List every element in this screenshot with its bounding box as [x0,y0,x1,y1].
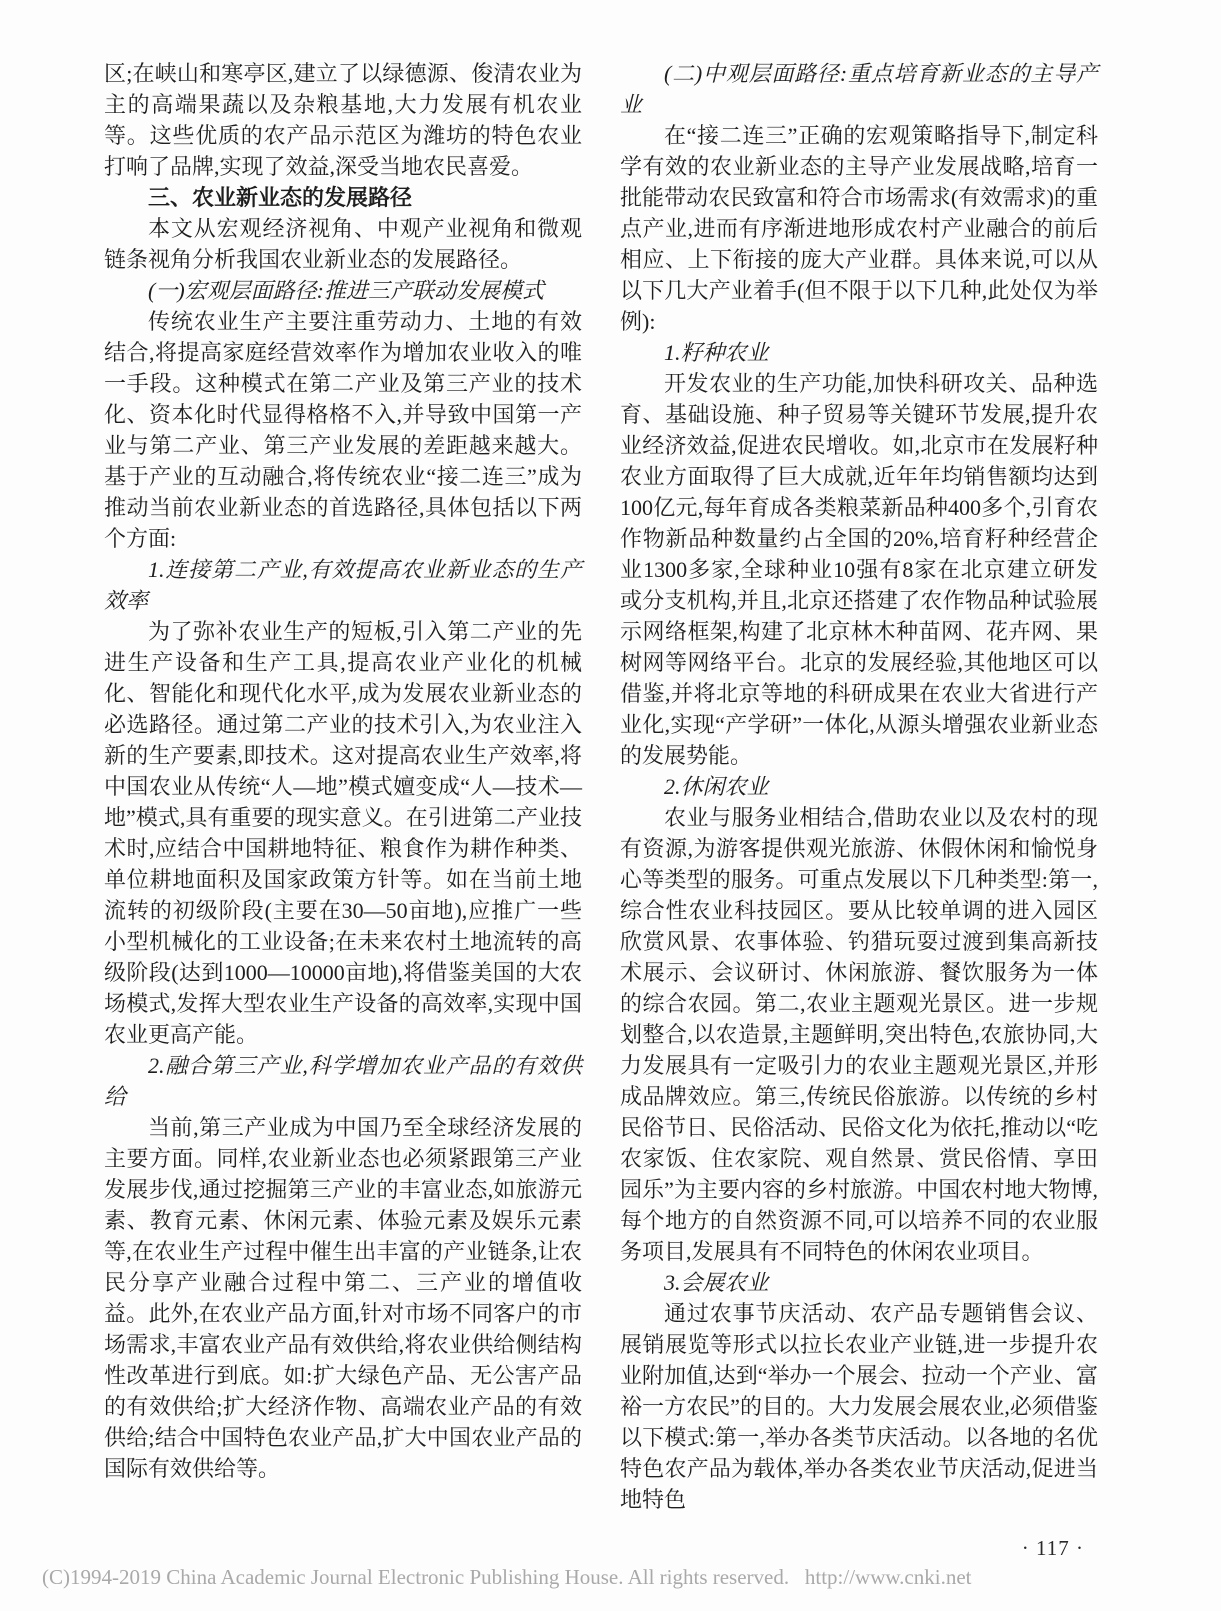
subsection-heading: 2.休闲农业 [664,774,769,799]
left-column [104,58,582,1564]
paragraph: 为了弥补农业生产的短板,引入第二产业的先进生产设备和生产工具,提高农业产业化的机械化、智能化和现代化水平,成为发展农业新业态的必选路径。通过第二产业的技术引入,为农业注入新的生产要素,即技术。这对提高农业生产效率,将中国农业从传统“人—地”模式嬗变成“人—技术—地”模式,具有重要的现实意义。在引进第二产业技术时,应结合中国耕地特征、粮食作为耕作种类、单位耕地面积及国家政策方针等。如在当前土地流转的初级阶段(主要在30—50亩地),应推广一些小型机械化的工业设备;在未来农村土地流转的高级阶段(达到1000—10000亩地),将借鉴美国的大农场模式,发挥大型农业生产设备的高效率,实现中国农业更高产能。 [104,619,582,1047]
subsection-heading: (一)宏观层面路径:推进三产联动发展模式 [148,278,544,303]
section-heading: 三、农业新业态的发展路径 [148,185,413,210]
paragraph: 在“接二连三”正确的宏观策略指导下,制定科学有效的农业新业态的主导产业发展战略,培育一批能带动农民致富和符合市场需求(有效需求)的重点产业,进而有序渐进地形成农村产业融合的前后相应、上下衔接的庞大产业群。具体来说,可以从以下几大产业着手(但不限于以下几种,此处仅为举例): [620,123,1098,334]
subsection-heading: 1.连接第二产业,有效提高农业新业态的生产效率 [104,557,582,613]
right-column [620,58,1098,1564]
paragraph: 当前,第三产业成为中国乃至全球经济发展的主要方面。同样,农业新业态也必须紧跟第三产业发展步伐,通过挖掘第三产业的丰富业态,如旅游元素、教育元素、休闲元素、体验元素及娱乐元素等,在农业生产过程中催生出丰富的产业链条,让农民分享产业融合过程中第二、三产业的增值收益。此外,在农业产品方面,针对市场不同客户的市场需求,丰富农业产品有效供给,将农业供给侧结构性改革进行到底。如:扩大绿色产品、无公害产品的有效供给;扩大经济作物、高端农业产品的有效供给;结合中国特色农业产品,扩大中国农业产品的国际有效供给等。 [104,1115,582,1481]
paragraph: 开发农业的生产功能,加快科研攻关、品种选育、基础设施、种子贸易等关键环节发展,提升农业经济效益,促进农民增收。如,北京市在发展籽种农业方面取得了巨大成就,近年年均销售额均达到100亿元,每年育成各类粮菜新品种400多个,引育农作物新品种数量约占全国的20%,培育籽种经营企业1300多家,全球种业10强有8家在北京建立研发或分支机构,并且,北京还搭建了农作物品种试验展示网络框架,构建了北京林木种苗网、花卉网、果树网等网络平台。北京的发展经验,其他地区可以借鉴,并将北京等地的科研成果在农业大省进行产业化,实现“产学研”一体化,从源头增强农业新业态的发展势能。 [620,371,1098,768]
paragraph: 区;在峡山和寒亭区,建立了以绿德源、俊清农业为主的高端果蔬以及杂粮基地,大力发展有机农业等。这些优质的农产品示范区为潍坊的特色农业打响了品牌,实现了效益,深受当地农民喜爱。 [104,61,582,179]
subsection-heading: (二)中观层面路径:重点培育新业态的主导产业 [620,61,1098,117]
paragraph: 通过农事节庆活动、农产品专题销售会议、展销展览等形式以拉长农业产业链,进一步提升农业附加值,达到“举办一个展会、拉动一个产业、富裕一方农民”的目的。大力发展会展农业,必须借鉴以下模式:第一,举办各类节庆活动。以各地的名优特色农产品为载体,举办各类农业节庆活动,促进当地特色 [620,1301,1098,1512]
subsection-heading: 2.融合第三产业,科学增加农业产品的有效供给 [104,1053,582,1109]
paragraph: 农业与服务业相结合,借助农业以及农村的现有资源,为游客提供观光旅游、休假休闲和愉悦身心等类型的服务。可重点发展以下几种类型:第一,综合性农业科技园区。要从比较单调的进入园区欣赏风景、农事体验、钓猎玩耍过渡到集高新技术展示、会议研讨、休闲旅游、餐饮服务为一体的综合农园。第二,农业主题观光景区。进一步规划整合,以农造景,主题鲜明,突出特色,农旅协同,大力发展具有一定吸引力的农业主题观光景区,并形成品牌效应。第三,传统民俗旅游。以传统的乡村民俗节日、民俗活动、民俗文化为依托,推动以“吃农家饭、住农家院、观自然景、赏民俗情、享田园乐”为主要内容的乡村旅游。中国农村地大物博,每个地方的自然资源不同,可以培养不同的农业服务项目,发展具有不同特色的休闲农业项目。 [620,805,1098,1264]
paragraph: 传统农业生产主要注重劳动力、土地的有效结合,将提高家庭经营效率作为增加农业收入的唯一手段。这种模式在第二产业及第三产业的技术化、资本化时代显得格格不入,并导致中国第一产业与第二产业、第三产业发展的差距越来越大。基于产业的互动融合,将传统农业“接二连三”成为推动当前农业新业态的首选路径,具体包括以下两个方面: [104,309,582,551]
copyright-footer: (C)1994-2019 China Academic Journal Electronic Publishing House. All rights reserved. http://www.cnki.net [42,1565,972,1589]
subsection-heading: 1.籽种农业 [664,340,769,365]
page-number: · 117 · [1021,1536,1084,1560]
paragraph: 本文从宏观经济视角、中观产业视角和微观链条视角分析我国农业新业态的发展路径。 [104,216,582,272]
subsection-heading: 3.会展农业 [664,1270,769,1295]
two-column-layout [104,58,1098,1564]
